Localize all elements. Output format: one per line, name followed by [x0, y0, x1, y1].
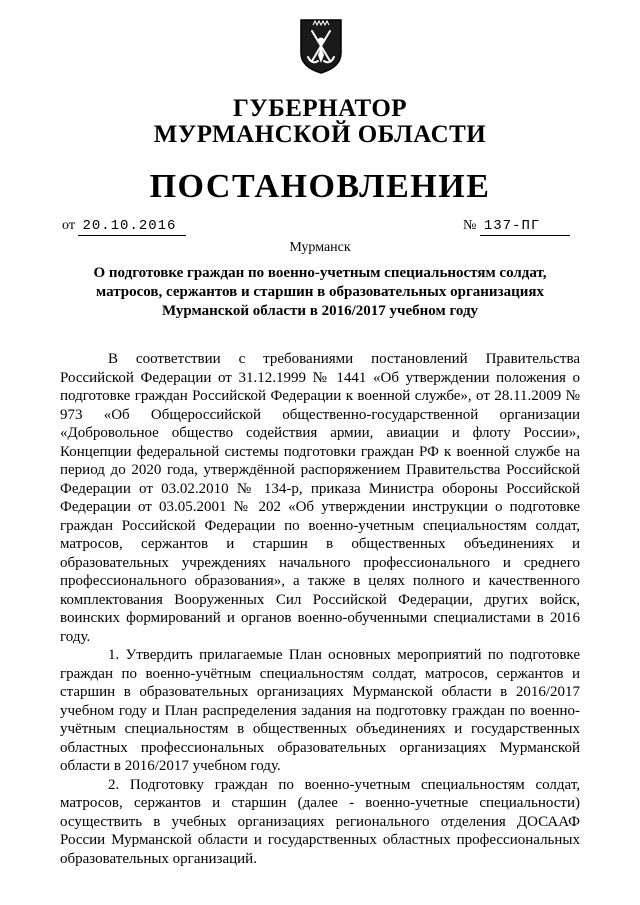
- document-date: 20.10.2016: [78, 217, 186, 236]
- city: Мурманск: [289, 240, 351, 255]
- document-title: О подготовке граждан по военно-учетным специальностям солдат, матросов, сержантов и старшин в образовательных организациях Мурманской области в 2016/2017 учебном году: [93, 265, 547, 319]
- document-body: [60, 350, 580, 868]
- governor-title-line1: ГУБЕРНАТОР: [232, 95, 408, 122]
- date-prefix: от: [62, 218, 75, 233]
- document-type: ПОСТАНОВЛЕНИЕ: [149, 168, 491, 205]
- number-prefix: №: [463, 218, 477, 233]
- paragraph: 1. Утвердить прилагаемые План основных мероприятий по подготовке граждан по военно-учётным специальностям солдат, матросов, сержантов и старшин в образовательных организациях Мурманской области в 2016/2017 учебном году и План распределения задания на подготовку граждан по военно-учётным специальностям в общественных объединениях и государственных областных профессиональных образовательных организациях Мурманской области в 2016/2017 учебном году.: [60, 647, 580, 774]
- document-number: 137-ПГ: [480, 217, 570, 236]
- number-block: [463, 217, 570, 236]
- paragraph: 2. Подготовку граждан по военно-учетным специальностям солдат, матросов, сержантов и старшин (далее - военно-учетные специальности) осуществить в учебных организациях регионального отделения ДОСААФ России Мурманской области и государственных областных профессиональных образовательных организаций.: [60, 776, 580, 867]
- governor-title-line2: МУРМАНСКОЙ ОБЛАСТИ: [153, 121, 487, 148]
- coat-of-arms-icon: [298, 17, 344, 75]
- paragraph: В соответствии с требованиями постановлений Правительства Российской Федерации от 31.12.1999 № 1441 «Об утверждении положения о подготовке граждан Российской Федерации к военной службе», от 28.11.2009 № 973 «Об Общероссийской общественно-государственной организации «Добровольное общество содействия армии, авиации и флоту России», Концепции федеральной системы подготовки граждан РФ к военной службе на период до 2020 года, утверждённой распоряжением Правительства Российской Федерации от 03.02.2010 № 134-р, приказа Министра обороны Российской Федерации от 03.05.2001 № 202 «Об утверждении инструкции о подготовке граждан Российской Федерации по военно-учетным специальностям солдат, матросов, сержантов и старшин в общественных объединениях и образовательных учреждениях начального профессионального и среднего профессионального образования», а также в целях полного и качественного комплектования Вооруженных Сил Российской Федерации, других войск, воинских формирований и органов военно-обученными специалистами в 2016 году.: [60, 351, 580, 645]
- date-block: [62, 217, 186, 236]
